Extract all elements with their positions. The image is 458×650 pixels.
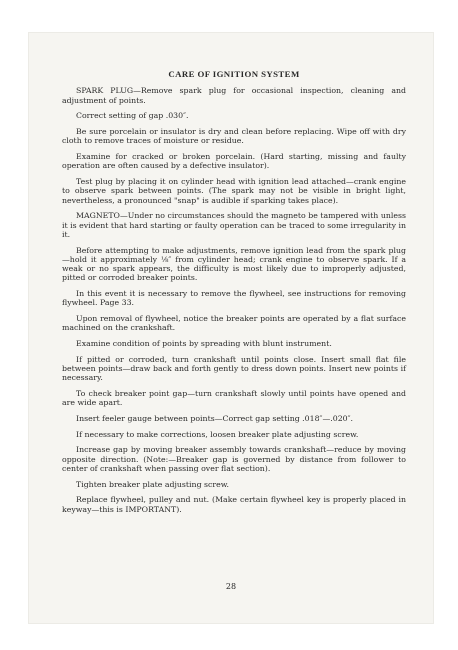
page-number: 28 bbox=[225, 582, 237, 591]
paragraph-examine-points: Examine condition of points by spreading with blunt instrument. bbox=[76, 339, 332, 349]
document-page bbox=[28, 32, 434, 624]
page-title: CARE OF IGNITION SYSTEM bbox=[168, 69, 300, 79]
paragraph-loosen-screw: If necessary to make corrections, loosen breaker plate adjusting screw. bbox=[76, 429, 359, 439]
paragraph-clean-porcelain: Be sure porcelain or insulator is dry and clean before replacing. Wipe off with dry cloth to remove traces of moisture or residue. bbox=[62, 126, 406, 146]
paragraph-spark-plug: SPARK PLUG—Remove spark plug for occasional inspection, cleaning and adjustment of points. bbox=[62, 86, 406, 105]
paragraph-remove-flywheel: In this event it is necessary to remove the flywheel, see instructions for removing flywheel. Page 33. bbox=[62, 289, 406, 308]
paragraph-replace-flywheel: Replace flywheel, pulley and nut. (Make certain flywheel key is properly placed in keyway—this is IMPORTANT). bbox=[62, 495, 406, 514]
page-content bbox=[62, 70, 406, 520]
paragraph-before-adjustments: Before attempting to make adjustments, remove ignition lead from the spark plug—hold it approximately ⅛″ from cylinder head; crank engine to observe spark. If a weak or no spark appears, the difficulty is most likely due to improperly adjusted, pitted or corroded breaker points. bbox=[62, 245, 406, 283]
paragraph-tighten-screw: Tighten breaker plate adjusting screw. bbox=[76, 479, 229, 489]
paragraph-magneto: MAGNETO—Under no circumstances should the magneto be tampered with unless it is evident that hard starting or faulty operation can be traced to some irregularity in it. bbox=[62, 211, 406, 239]
paragraph-dress-points: If pitted or corroded, turn crankshaft until points close. Insert small flat file between points—draw back and forth gently to dress down points. Insert new points if necessary. bbox=[62, 354, 406, 383]
paragraph-breaker-points: Upon removal of flywheel, notice the breaker points are operated by a flat surface machined on the crankshaft. bbox=[62, 314, 406, 333]
paragraph-check-gap: To check breaker point gap—turn crankshaft slowly until points have opened and are wide apart. bbox=[62, 389, 406, 408]
paragraph-increase-gap: Increase gap by moving breaker assembly towards crankshaft—reduce by moving opposite direction. (Note:—Breaker gap is governed by distance from follower to center of crankshaft when passing over flat section). bbox=[62, 445, 406, 473]
paragraph-examine-porcelain: Examine for cracked or broken porcelain. (Hard starting, missing and faulty operation are often caused by a defective insulator). bbox=[62, 151, 406, 171]
paragraph-feeler-gauge: Insert feeler gauge between points—Correct gap setting .018″—.020″. bbox=[76, 414, 354, 423]
paragraph-gap-setting: Correct setting of gap .030″. bbox=[76, 111, 189, 121]
paragraph-test-plug: Test plug by placing it on cylinder head with ignition lead attached—crank engine to observe spark between points. (The spark may not be visible in bright light, nevertheless, a pronounced "snap" is audible if sparking takes place). bbox=[62, 176, 406, 205]
